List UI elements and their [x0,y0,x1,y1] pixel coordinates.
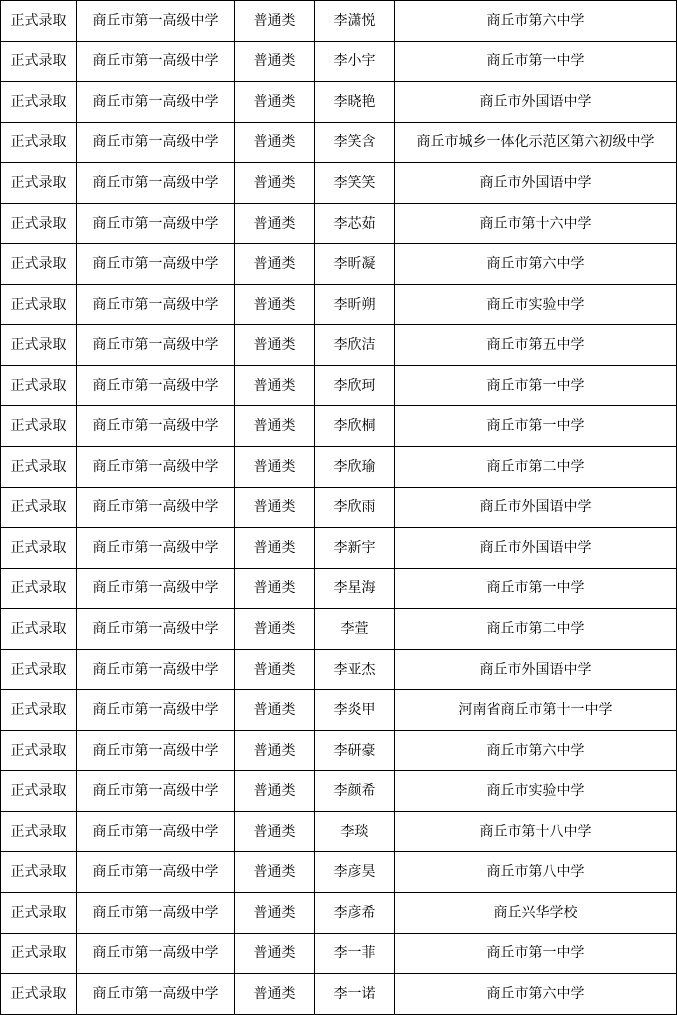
admission-status-cell: 正式录取 [1,447,77,488]
admitted-school-cell: 商丘市第一高级中学 [77,528,235,569]
admission-status-cell: 正式录取 [1,974,77,1015]
admitted-school-cell: 商丘市第一高级中学 [77,690,235,731]
admission-status-cell: 正式录取 [1,406,77,447]
admitted-school-cell: 商丘市第一高级中学 [77,82,235,123]
admitted-school-cell: 商丘市第一高级中学 [77,933,235,974]
source-school-cell: 商丘市第一中学 [395,41,677,82]
student-name-cell: 李笑含 [315,122,395,163]
table-row [1,528,677,569]
admission-category-cell: 普通类 [235,122,315,163]
student-name-cell: 李潇悦 [315,1,395,42]
admission-category-cell: 普通类 [235,365,315,406]
student-name-cell: 李昕朔 [315,284,395,325]
student-name-cell: 李小宇 [315,41,395,82]
source-school-cell: 商丘市城乡一体化示范区第六初级中学 [395,122,677,163]
admission-status-cell: 正式录取 [1,811,77,852]
source-school-cell: 商丘市第一中学 [395,406,677,447]
source-school-cell: 商丘市第六中学 [395,1,677,42]
admission-category-cell: 普通类 [235,649,315,690]
admission-category-cell: 普通类 [235,1,315,42]
student-name-cell: 李芯茹 [315,203,395,244]
student-name-cell: 李炎甲 [315,690,395,731]
table-row [1,568,677,609]
source-school-cell: 商丘市第五中学 [395,325,677,366]
admission-status-cell: 正式录取 [1,730,77,771]
admission-status-cell: 正式录取 [1,568,77,609]
admission-status-cell: 正式录取 [1,244,77,285]
admission-status-cell: 正式录取 [1,690,77,731]
admission-category-cell: 普通类 [235,974,315,1015]
admitted-school-cell: 商丘市第一高级中学 [77,609,235,650]
table-row [1,203,677,244]
student-name-cell: 李星海 [315,568,395,609]
student-name-cell: 李颜希 [315,771,395,812]
table-row [1,122,677,163]
admission-status-cell: 正式录取 [1,365,77,406]
student-name-cell: 李一菲 [315,933,395,974]
admission-status-cell: 正式录取 [1,528,77,569]
student-name-cell: 李昕凝 [315,244,395,285]
source-school-cell: 商丘市第一中学 [395,365,677,406]
student-name-cell: 李欣珂 [315,365,395,406]
admission-category-cell: 普通类 [235,41,315,82]
table-row [1,852,677,893]
admission-category-cell: 普通类 [235,487,315,528]
student-name-cell: 李琰 [315,811,395,852]
student-name-cell: 李彦昊 [315,852,395,893]
table-row [1,487,677,528]
admission-table-body [1,1,677,1015]
source-school-cell: 商丘市第六中学 [395,730,677,771]
admission-status-cell: 正式录取 [1,325,77,366]
source-school-cell: 商丘市第十八中学 [395,811,677,852]
student-name-cell: 李一诺 [315,974,395,1015]
admitted-school-cell: 商丘市第一高级中学 [77,284,235,325]
admission-status-cell: 正式录取 [1,609,77,650]
table-row [1,649,677,690]
student-name-cell: 李欣洁 [315,325,395,366]
table-row [1,974,677,1015]
table-row [1,609,677,650]
source-school-cell: 商丘兴华学校 [395,893,677,934]
table-row [1,82,677,123]
table-row [1,163,677,204]
student-name-cell: 李萱 [315,609,395,650]
admission-category-cell: 普通类 [235,933,315,974]
table-row [1,41,677,82]
admitted-school-cell: 商丘市第一高级中学 [77,163,235,204]
source-school-cell: 商丘市第八中学 [395,852,677,893]
table-row [1,730,677,771]
admitted-school-cell: 商丘市第一高级中学 [77,568,235,609]
admitted-school-cell: 商丘市第一高级中学 [77,203,235,244]
admission-category-cell: 普通类 [235,284,315,325]
source-school-cell: 商丘市第二中学 [395,447,677,488]
source-school-cell: 商丘市第六中学 [395,244,677,285]
admission-category-cell: 普通类 [235,852,315,893]
student-name-cell: 李亚杰 [315,649,395,690]
admission-status-cell: 正式录取 [1,933,77,974]
table-row [1,325,677,366]
admission-category-cell: 普通类 [235,771,315,812]
admission-category-cell: 普通类 [235,893,315,934]
admission-status-cell: 正式录取 [1,487,77,528]
admitted-school-cell: 商丘市第一高级中学 [77,406,235,447]
student-name-cell: 李欣瑜 [315,447,395,488]
table-row [1,893,677,934]
admission-category-cell: 普通类 [235,730,315,771]
student-name-cell: 李欣桐 [315,406,395,447]
admitted-school-cell: 商丘市第一高级中学 [77,122,235,163]
admitted-school-cell: 商丘市第一高级中学 [77,365,235,406]
admission-status-cell: 正式录取 [1,1,77,42]
source-school-cell: 商丘市外国语中学 [395,528,677,569]
admission-status-cell: 正式录取 [1,649,77,690]
admitted-school-cell: 商丘市第一高级中学 [77,1,235,42]
source-school-cell: 商丘市外国语中学 [395,82,677,123]
student-name-cell: 李晓艳 [315,82,395,123]
admitted-school-cell: 商丘市第一高级中学 [77,649,235,690]
table-row [1,284,677,325]
source-school-cell: 商丘市实验中学 [395,771,677,812]
source-school-cell: 商丘市实验中学 [395,284,677,325]
student-name-cell: 李彦希 [315,893,395,934]
table-row [1,933,677,974]
table-row [1,771,677,812]
admitted-school-cell: 商丘市第一高级中学 [77,325,235,366]
student-name-cell: 李新宇 [315,528,395,569]
source-school-cell: 商丘市第一中学 [395,568,677,609]
admission-status-cell: 正式录取 [1,893,77,934]
admission-category-cell: 普通类 [235,609,315,650]
admitted-school-cell: 商丘市第一高级中学 [77,41,235,82]
table-row [1,690,677,731]
admitted-school-cell: 商丘市第一高级中学 [77,447,235,488]
admission-category-cell: 普通类 [235,406,315,447]
admission-status-cell: 正式录取 [1,771,77,812]
admitted-school-cell: 商丘市第一高级中学 [77,244,235,285]
admission-category-cell: 普通类 [235,203,315,244]
admission-category-cell: 普通类 [235,447,315,488]
admission-category-cell: 普通类 [235,163,315,204]
table-row [1,244,677,285]
student-name-cell: 李研豪 [315,730,395,771]
table-row [1,811,677,852]
admission-status-cell: 正式录取 [1,122,77,163]
student-name-cell: 李笑笑 [315,163,395,204]
admitted-school-cell: 商丘市第一高级中学 [77,730,235,771]
admitted-school-cell: 商丘市第一高级中学 [77,771,235,812]
admitted-school-cell: 商丘市第一高级中学 [77,893,235,934]
source-school-cell: 商丘市第一中学 [395,933,677,974]
source-school-cell: 商丘市第二中学 [395,609,677,650]
source-school-cell: 商丘市第十六中学 [395,203,677,244]
admitted-school-cell: 商丘市第一高级中学 [77,852,235,893]
table-row [1,365,677,406]
admitted-school-cell: 商丘市第一高级中学 [77,974,235,1015]
admission-status-cell: 正式录取 [1,41,77,82]
admitted-school-cell: 商丘市第一高级中学 [77,487,235,528]
admission-category-cell: 普通类 [235,690,315,731]
admission-category-cell: 普通类 [235,244,315,285]
admission-category-cell: 普通类 [235,811,315,852]
admission-status-cell: 正式录取 [1,203,77,244]
source-school-cell: 河南省商丘市第十一中学 [395,690,677,731]
source-school-cell: 商丘市外国语中学 [395,163,677,204]
admitted-school-cell: 商丘市第一高级中学 [77,811,235,852]
admission-category-cell: 普通类 [235,325,315,366]
admission-category-cell: 普通类 [235,528,315,569]
table-row [1,1,677,42]
source-school-cell: 商丘市第六中学 [395,974,677,1015]
admission-category-cell: 普通类 [235,82,315,123]
admission-status-cell: 正式录取 [1,82,77,123]
admission-status-cell: 正式录取 [1,163,77,204]
admission-category-cell: 普通类 [235,568,315,609]
student-name-cell: 李欣雨 [315,487,395,528]
source-school-cell: 商丘市外国语中学 [395,649,677,690]
table-row [1,447,677,488]
source-school-cell: 商丘市外国语中学 [395,487,677,528]
table-row [1,406,677,447]
admission-status-cell: 正式录取 [1,284,77,325]
admission-status-cell: 正式录取 [1,852,77,893]
